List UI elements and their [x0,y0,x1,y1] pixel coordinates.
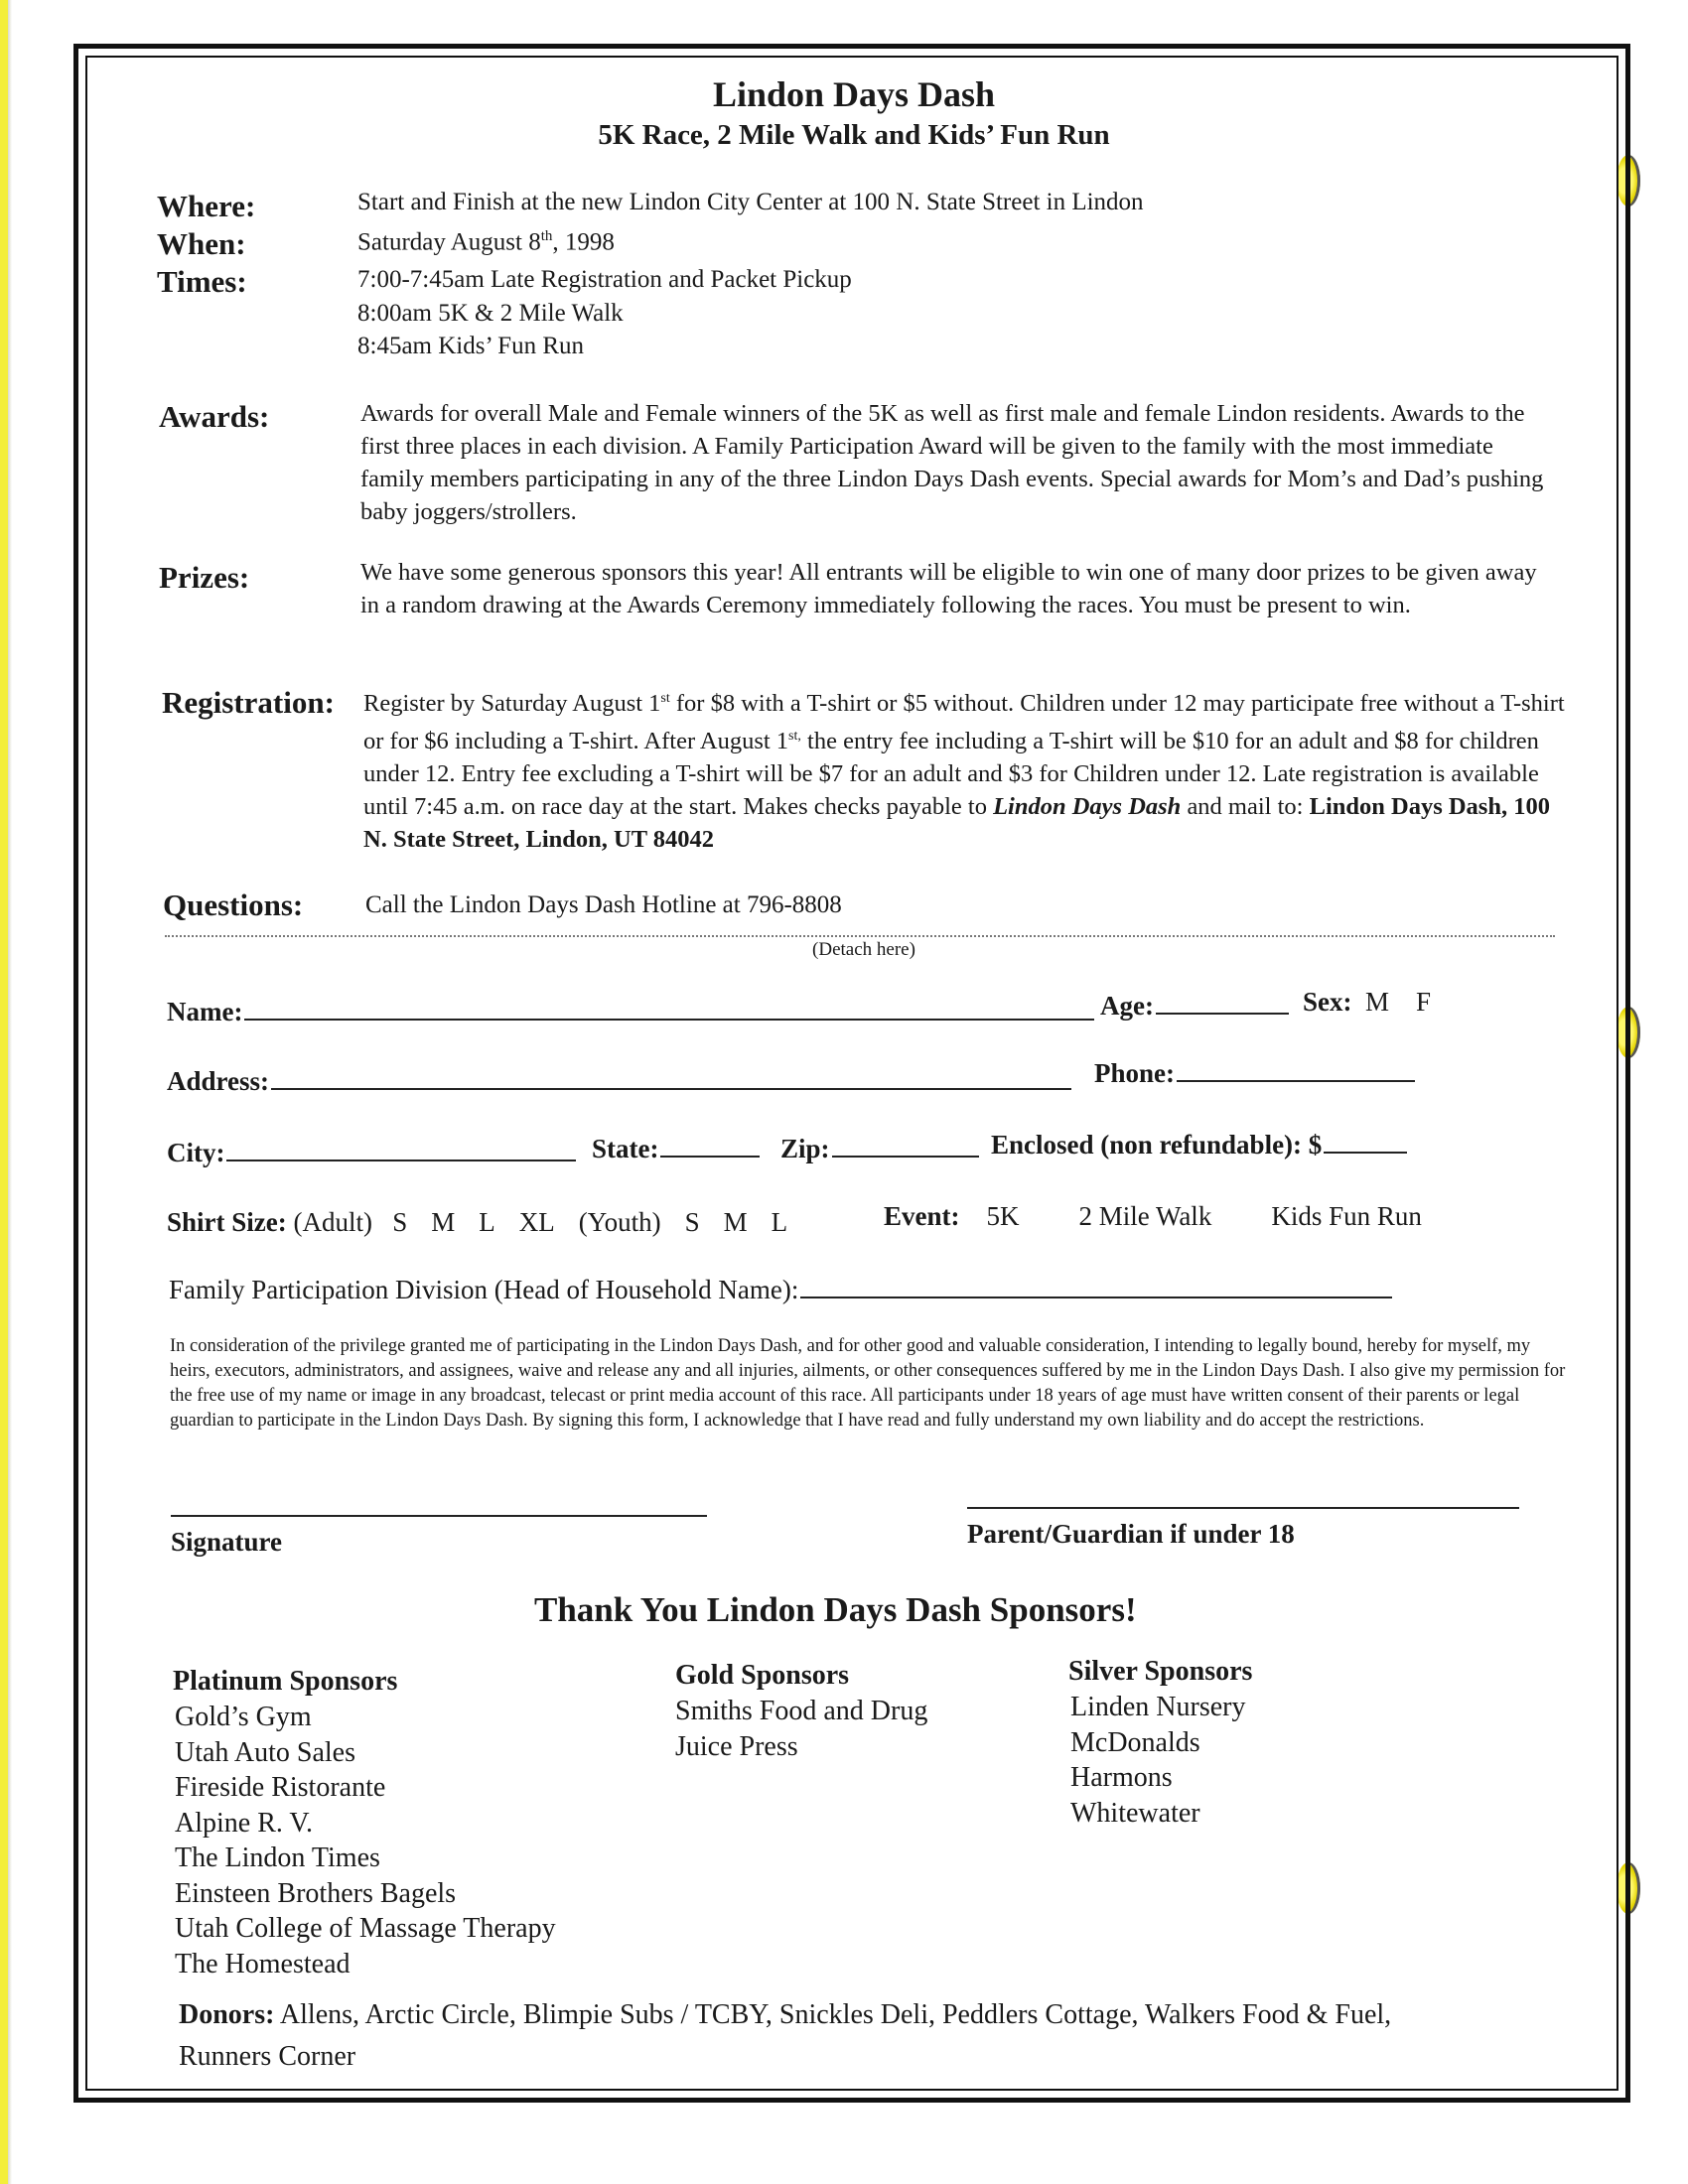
phone-field[interactable] [1094,1058,1415,1089]
event-field [884,1201,1422,1232]
sponsor-item: Linden Nursery [1070,1692,1246,1722]
family-division-field[interactable] [169,1275,1392,1305]
when-label: When: [157,226,246,261]
time-item: 8:45am Kids’ Fun Run [357,333,585,359]
reg-part: and mail to: [1181,793,1310,821]
name-input-line[interactable] [244,1018,1094,1021]
age-label: Age: [1100,991,1154,1021]
silver-list [1070,1690,1246,1831]
awards-text: Awards for overall Male and Female winners of the 5K as well as first male and female Lindon residents. Awards to the first three places in each division. A Family Participation Award will be given to the family with the most immediate family members participating in any of the three Lindon Days Dash events. Special awards for Mom’s and Dad’s pushing baby joggers/strollers. [360,400,1544,525]
platinum-list [175,1700,556,1981]
adult-size-xl[interactable]: XL [518,1207,555,1237]
donors-line-1 [179,1999,1391,2031]
time-item: 8:00am 5K & 2 Mile Walk [357,300,624,327]
phone-label: Phone: [1094,1058,1175,1088]
when-date-suffix: th [540,228,553,244]
gold-heading: Gold Sponsors [675,1660,850,1691]
prizes-text: We have some generous sponsors this year! All entrants will be eligible to win one of many door prizes to be given away in a random drawing at the Awards Ceremony immediately following the races. You must be present to win. [360,559,1537,618]
state-label: State: [592,1134,659,1163]
silver-heading: Silver Sponsors [1068,1656,1253,1687]
times-label: Times: [157,264,247,299]
reg-mail-address: Lindon Days Dash, 100 N. State Street, Lindon, UT 84042 [363,793,1550,854]
name-label: Name: [167,997,243,1026]
reg-part: the entry fee including a T-shirt will be $10 for an adult and $8 for children under 12. Entry fee excluding a T-shirt will be $7 for an adult and $3 for Children under 12. Late registration is available until 7:45 a.m. on race day at the start. Makes checks payable to [363,728,1539,821]
city-field[interactable] [167,1138,576,1168]
adult-size-s[interactable]: S [392,1207,408,1237]
state-input-line[interactable] [660,1155,760,1158]
enclosed-field[interactable] [991,1130,1407,1160]
when-year: , 1998 [552,228,615,256]
enclosed-input-line[interactable] [1324,1151,1407,1154]
donors-line-2: Runners Corner [179,2041,356,2072]
zip-input-line[interactable] [832,1155,979,1158]
event-option-5k[interactable]: 5K [986,1201,1020,1231]
time-item: 7:00-7:45am Late Registration and Packet Pickup [357,266,852,293]
sponsor-item: Juice Press [675,1730,798,1762]
adult-size-m[interactable]: M [431,1207,456,1237]
reg-part: for $8 with a T-shirt or $5 without. Children under 12 may participate free without a T-shirt or for $6 including a T-shirt. After August 1 [363,690,1565,755]
detach-label: (Detach here) [812,939,915,960]
age-field[interactable] [1100,991,1289,1022]
sponsor-item: Alpine R. V. [175,1807,313,1839]
youth-label: (Youth) [578,1207,661,1237]
address-field[interactable] [167,1066,1071,1097]
waiver-text: In consideration of the privilege granted me of participating in the Lindon Days Dash, and for other good and valuable consideration, I intending to legally bound, hereby for myself, my heirs, executors, administrators, and assignees, waive and release any and all injuries, ailments, or other consequences suffered by me in the Lindon Days Dash. I also give my permission for the free use of my name or image in any broadcast, telecast or print media account of this race. All participants under 18 years of age must have written consent of their parents or legal guardian to participate in the Lindon Days Dash. By signing this form, I acknowledge that I have read and fully understand my own liability and do accept the restrictions. [170,1336,1566,1431]
event-option-kids-run[interactable]: Kids Fun Run [1271,1201,1422,1231]
event-label: Event: [884,1201,960,1231]
shirt-size-field [167,1207,811,1238]
zip-field[interactable] [780,1134,979,1164]
sponsor-item: The Homestead [175,1948,351,1979]
sponsors-heading: Thank You Lindon Days Dash Sponsors! [534,1590,1137,1629]
address-label: Address: [167,1066,270,1096]
sponsor-item: McDonalds [1070,1726,1200,1758]
sponsor-item: The Lindon Times [175,1843,380,1873]
adult-size-l[interactable]: L [479,1207,495,1237]
shirt-size-label: Shirt Size: [167,1207,287,1237]
awards-label: Awards: [159,399,270,434]
where-label: Where: [157,189,256,223]
sponsor-item: Fireside Ristorante [175,1772,386,1803]
detach-line [165,935,1555,937]
signature-label: Signature [171,1527,283,1557]
where-text: Start and Finish at the new Lindon City Center at 100 N. State Street in Lindon [357,189,1144,215]
youth-size-m[interactable]: M [723,1207,748,1237]
questions-label: Questions: [163,887,304,922]
city-input-line[interactable] [226,1159,576,1161]
youth-size-l[interactable]: L [771,1207,788,1237]
sponsor-item: Utah Auto Sales [175,1736,355,1768]
phone-input-line[interactable] [1177,1079,1415,1082]
signature-line[interactable] [171,1515,707,1517]
sponsor-item: Utah College of Massage Therapy [175,1913,556,1944]
sponsor-item: Einsteen Brothers Bagels [175,1877,457,1909]
registration-label: Registration: [162,685,335,720]
sex-option-m[interactable]: M [1365,987,1390,1017]
reg-part: Register by Saturday August 1 [363,690,661,718]
prizes-label: Prizes: [159,560,250,595]
sex-field [1303,987,1431,1018]
page-title: Lindon Days Dash [712,74,996,114]
questions-text: Call the Lindon Days Dash Hotline at 796-8808 [365,891,842,918]
guardian-label: Parent/Guardian if under 18 [967,1519,1295,1549]
family-division-input-line[interactable] [800,1296,1392,1298]
sponsor-item: Harmons [1070,1762,1173,1793]
event-option-walk[interactable]: 2 Mile Walk [1078,1201,1212,1231]
city-label: City: [167,1138,225,1167]
state-field[interactable] [592,1134,760,1164]
sex-label: Sex: [1303,987,1352,1017]
donors-list: Allens, Arctic Circle, Blimpie Subs / TCBY, Snickles Deli, Peddlers Cottage, Walkers Food & Fuel, [279,1999,1392,2030]
age-input-line[interactable] [1156,1012,1289,1015]
name-field[interactable] [167,997,1094,1027]
registration-text [363,682,1565,856]
when-date: Saturday August 8 [357,228,541,256]
when-text [357,228,615,256]
address-input-line[interactable] [271,1087,1071,1090]
sponsor-item: Gold’s Gym [175,1702,312,1732]
reg-suffix: st, [788,729,801,745]
page-subtitle: 5K Race, 2 Mile Walk and Kids’ Fun Run [598,119,1110,151]
gold-list [675,1694,927,1764]
youth-size-s[interactable]: S [684,1207,700,1237]
reg-suffix: st [660,691,670,706]
platinum-heading: Platinum Sponsors [173,1666,398,1697]
sponsor-item: Smiths Food and Drug [675,1696,928,1726]
donors-label: Donors: [179,1999,275,2030]
sex-option-f[interactable]: F [1416,987,1432,1017]
guardian-signature-line[interactable] [967,1507,1519,1509]
sponsor-item: Whitewater [1070,1797,1200,1829]
family-division-label: Family Participation Division (Head of Household Name): [169,1275,799,1304]
enclosed-label: Enclosed (non refundable): $ [991,1130,1323,1160]
zip-label: Zip: [780,1134,830,1163]
reg-payee: Lindon Days Dash [993,793,1182,821]
adult-label: (Adult) [293,1207,372,1237]
